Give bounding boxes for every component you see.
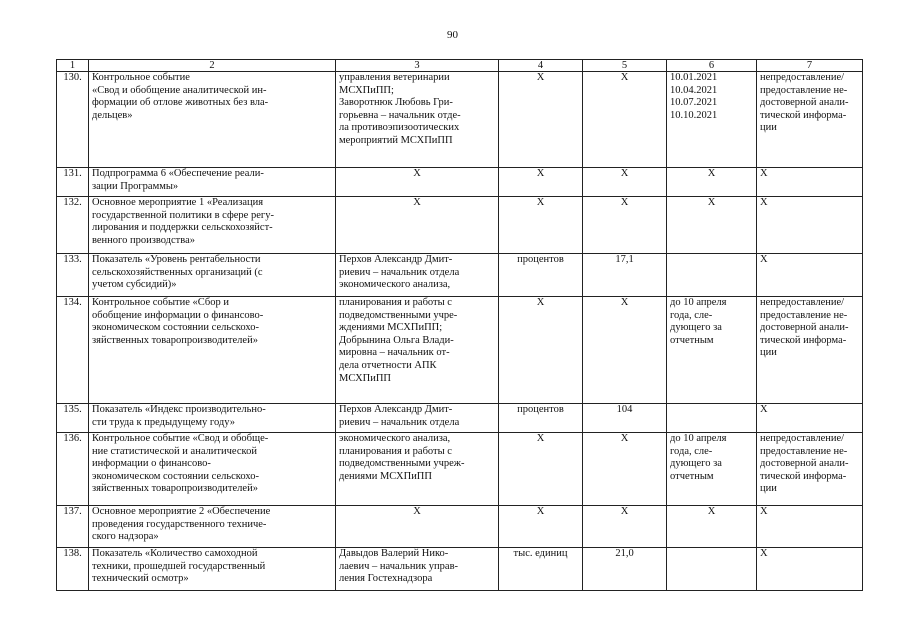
row-risk: непредоставление/ предоставление не- достоверной анали- тической информа- ции [757, 72, 863, 168]
row-number: 137. [57, 506, 89, 548]
table-row [57, 404, 863, 433]
row-value: X [583, 433, 667, 506]
row-unit: X [499, 297, 583, 404]
column-header: 1 [57, 60, 89, 72]
table-row [57, 168, 863, 197]
row-value: X [583, 197, 667, 254]
row-value: 104 [583, 404, 667, 433]
row-unit: X [499, 197, 583, 254]
row-number: 133. [57, 254, 89, 297]
row-name: Показатель «Индекс производительно- сти труда к предыдущему году» [89, 404, 336, 433]
column-header: 3 [336, 60, 499, 72]
row-number: 135. [57, 404, 89, 433]
row-unit: тыс. единиц [499, 548, 583, 591]
row-responsible: X [336, 506, 499, 548]
row-risk: непредоставление/ предоставление не- достоверной анали- тической информа- ции [757, 433, 863, 506]
row-name: Показатель «Количество самоходной техники, прошедшей государственный технический осмотр» [89, 548, 336, 591]
row-value: 17,1 [583, 254, 667, 297]
row-risk: X [757, 168, 863, 197]
row-value: X [583, 506, 667, 548]
row-risk: непредоставление/ предоставление не- достоверной анали- тической информа- ции [757, 297, 863, 404]
row-responsible: Перхов Александр Дмит- риевич – начальник отдела [336, 404, 499, 433]
row-unit: X [499, 72, 583, 168]
row-name: Показатель «Уровень рентабельности сельскохозяйственных организаций (с учетом субсидий)» [89, 254, 336, 297]
row-name: Основное мероприятие 2 «Обеспечение проведения государственного техниче- ского надзора» [89, 506, 336, 548]
row-number: 138. [57, 548, 89, 591]
table-row [57, 254, 863, 297]
row-unit: X [499, 433, 583, 506]
row-risk: X [757, 506, 863, 548]
table-row [57, 506, 863, 548]
row-name: Контрольное событие «Свод и обобщение аналитической ин- формации об отлове животных без вла- дельцев» [89, 72, 336, 168]
header-row [57, 60, 863, 72]
table-row [57, 72, 863, 168]
document-table [56, 59, 863, 591]
row-date: до 10 апреля года, сле- дующего за отчетным [667, 433, 757, 506]
row-number: 130. [57, 72, 89, 168]
row-responsible: X [336, 197, 499, 254]
row-number: 136. [57, 433, 89, 506]
row-responsible: Давыдов Валерий Нико- лаевич – начальник управ- ления Гостехнадзора [336, 548, 499, 591]
row-number: 134. [57, 297, 89, 404]
row-name: Контрольное событие «Свод и обобще- ние статистической и аналитической информации о финансово- экономическом состоянии сельскохо- зяйственных товаропроизводителей» [89, 433, 336, 506]
row-risk: X [757, 404, 863, 433]
row-name: Контрольное событие «Сбор и обобщение информации о финансово- экономическом состоянии сельскохо- зяйственных товаропроизводителей» [89, 297, 336, 404]
row-responsible: X [336, 168, 499, 197]
row-number: 131. [57, 168, 89, 197]
table-row [57, 197, 863, 254]
row-responsible: управления ветеринарии МСХПиПП; Заворотнюк Любовь Гри- горьевна – начальник отде- ла противоэпизоотических мероприятий МСХПиПП [336, 72, 499, 168]
row-responsible: экономического анализа, планирования и работы с подведомственными учреж- дениями МСХПиПП [336, 433, 499, 506]
row-risk: X [757, 548, 863, 591]
row-date [667, 548, 757, 591]
row-date: 10.01.2021 10.04.2021 10.07.2021 10.10.2021 [667, 72, 757, 168]
column-header: 4 [499, 60, 583, 72]
row-date [667, 404, 757, 433]
row-unit: X [499, 168, 583, 197]
row-value: X [583, 297, 667, 404]
row-value: X [583, 168, 667, 197]
column-header: 5 [583, 60, 667, 72]
row-date: X [667, 168, 757, 197]
row-risk: X [757, 197, 863, 254]
column-header: 7 [757, 60, 863, 72]
row-number: 132. [57, 197, 89, 254]
page-number: 90 [447, 29, 458, 41]
row-date: X [667, 197, 757, 254]
table-row [57, 433, 863, 506]
row-responsible: Перхов Александр Дмит- риевич – начальник отдела экономического анализа, [336, 254, 499, 297]
row-date: до 10 апреля года, сле- дующего за отчетным [667, 297, 757, 404]
row-unit: X [499, 506, 583, 548]
row-name: Основное мероприятие 1 «Реализация государственной политики в сфере регу- лирования и поддержки сельскохозяйст- венного производства» [89, 197, 336, 254]
row-responsible: планирования и работы с подведомственными учре- ждениями МСХПиПП; Добрынина Ольга Влади- мировна – начальник от- дела отчетности АПК МСХПиПП [336, 297, 499, 404]
row-value: X [583, 72, 667, 168]
column-header: 6 [667, 60, 757, 72]
row-date: X [667, 506, 757, 548]
table-row [57, 297, 863, 404]
row-name: Подпрограмма 6 «Обеспечение реали- зации Программы» [89, 168, 336, 197]
table-row [57, 548, 863, 591]
row-unit: процентов [499, 254, 583, 297]
row-risk: X [757, 254, 863, 297]
row-value: 21,0 [583, 548, 667, 591]
column-header: 2 [89, 60, 336, 72]
row-unit: процентов [499, 404, 583, 433]
row-date [667, 254, 757, 297]
